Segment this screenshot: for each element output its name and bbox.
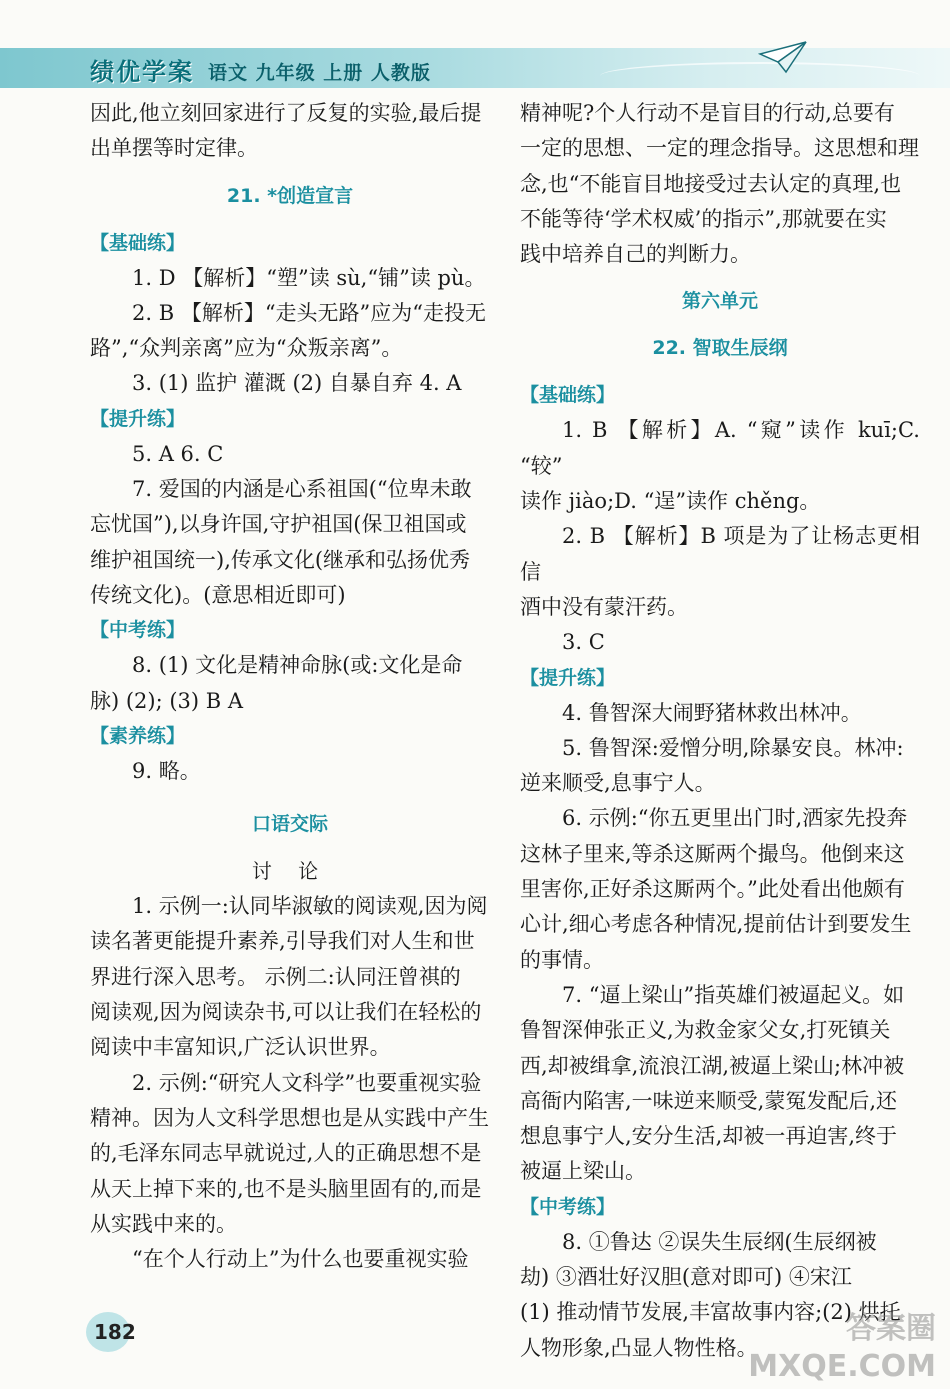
answer-line: 3. (1) 监护 灌溉 (2) 自暴自弃 4. A: [132, 371, 462, 396]
answer-line: 1. D 【解析】“塑”读 sù,“铺”读 pù。: [132, 265, 486, 290]
answer-line: 人物形象,凸显人物性格。: [520, 1335, 758, 1360]
answer-line: 维护祖国统一),传承文化(继承和弘扬优秀: [90, 547, 471, 572]
answer-line: 界进行深入思考。 示例二:认同汪曾祺的: [90, 964, 461, 989]
answer-line: 2. B 【解析】B 项是为了让杨志更相信: [520, 524, 920, 584]
answer-line: 践中培养自己的判断力。: [520, 242, 751, 267]
watermark-line: 答案圈: [846, 1311, 936, 1346]
answer-line: 不能等待‘学术权威’的指示”,那就要在实: [520, 206, 887, 231]
answer-line: 阅读观,因为阅读杂书,可以让我们在轻松的: [90, 1000, 482, 1025]
answer-line: 2. B 【解析】“走头无路”应为“走投无: [132, 300, 487, 325]
answer-line: 2. 示例:“研究人文科学”也要重视实验: [132, 1070, 482, 1095]
answer-line: 读作 jiào;D. “逞”读作 chěng。: [520, 489, 821, 514]
answer-line: 读名著更能提升素养,引导我们对人生和世: [90, 929, 475, 954]
answer-line: 7. 爱国的内涵是心系祖国(“位卑未敢: [132, 477, 472, 502]
answer-line: 7. “逼上梁山”指英雄们被逼起义。如: [562, 982, 905, 1007]
section-label-exam: 【中考练】: [90, 619, 186, 642]
answer-line: 1. B 【解析】A. “窥”读作 kuī;C. “较”: [520, 418, 920, 478]
answer-line: 阅读中丰富知识,广泛认识世界。: [90, 1035, 391, 1060]
answer-line: 里害你,正好杀这厮两个。”此处看出他颇有: [520, 877, 905, 902]
discussion-title: 讨 论: [251, 859, 329, 884]
answer-line: 一定的思想、一定的理念指导。这思想和理: [520, 136, 919, 161]
answer-line: 6. 示例:“你五更里出门时,洒家先投奔: [562, 806, 908, 831]
left-column: [90, 96, 490, 1277]
answer-line: 的事情。: [520, 947, 604, 972]
answer-line: 西,却被缉拿,流浪江湖,被逼上梁山;林冲被: [520, 1053, 905, 1078]
answer-line: 劫) ③酒壮好汉胆(意对即可) ④宋江: [520, 1265, 852, 1290]
answer-line: 4. 鲁智深大闹野猪林救出林冲。: [562, 700, 862, 725]
unit-six-title: 第六单元: [681, 290, 758, 313]
answer-line: 传统文化)。(意思相近即可): [90, 582, 346, 607]
answer-line: (1) 推动情节发展,丰富故事内容;(2) 烘托: [520, 1300, 901, 1325]
answer-line: 的,毛泽东同志早就说过,人的正确思想不是: [90, 1141, 482, 1166]
answer-line: 念,也“不能盲目地接受过去认定的真理,也: [520, 171, 902, 196]
answer-line: 鲁智深伸张正义,为救金家父女,打死镇关: [520, 1018, 891, 1043]
answer-line: 心计,细心考虑各种情况,提前估计到要发生: [520, 912, 912, 937]
answer-line: 8. ①鲁达 ②误失生辰纲(生辰纲被: [562, 1229, 877, 1254]
answer-line: 被逼上梁山。: [520, 1159, 646, 1184]
section-label-basic: 【基础练】: [520, 384, 616, 407]
page-header: [0, 0, 950, 100]
section-label-literacy: 【素养练】: [90, 724, 186, 747]
answer-line: 精神呢?个人行动不是盲目的行动,总要有: [520, 101, 895, 125]
answer-line: 从实践中来的。: [90, 1211, 237, 1236]
page-number: 182: [94, 1320, 136, 1344]
answer-line: 这林子里来,等杀这厮两个撮鸟。他倒来这: [520, 841, 905, 866]
watermark-line: MXQE.COM: [748, 1349, 936, 1384]
answer-line: 高衙内陷害,一味逆来顺受,蒙冤发配后,还: [520, 1088, 898, 1113]
brand-title: 绩优学案: [90, 58, 194, 86]
answer-line: 9. 略。: [132, 758, 201, 783]
section-label-improve: 【提升练】: [520, 666, 616, 689]
section-label-exam: 【中考练】: [520, 1195, 616, 1218]
intro-line: 因此,他立刻回家进行了反复的实验,最后提: [90, 101, 482, 125]
answer-line: 从天上掉下来的,也不是头脑里固有的,而是: [90, 1176, 482, 1201]
answer-line: 5. A 6. C: [132, 441, 224, 466]
answer-line: 8. (1) 文化是精神命脉(或:文化是命: [132, 653, 463, 678]
answer-line: 精神。因为人文科学思想也是从实践中产生: [90, 1105, 489, 1130]
paper-plane-icon: [758, 40, 808, 74]
right-column: [520, 96, 920, 1366]
section-label-improve: 【提升练】: [90, 407, 186, 430]
answer-line: 1. 示例一:认同毕淑敏的阅读观,因为阅: [132, 894, 488, 919]
oral-communication-title: 口语交际: [251, 813, 328, 836]
section-label-basic: 【基础练】: [90, 231, 186, 254]
answer-line: 5. 鲁智深:爱憎分明,除暴安良。林冲:: [562, 735, 904, 760]
site-watermark: [748, 1310, 936, 1386]
answer-line: 脉) (2); (3) B A: [90, 688, 244, 713]
lesson-21-title: 21. *创造宣言: [226, 184, 354, 207]
answer-line: 3. C: [562, 630, 605, 655]
answer-line: 忘忧国”),以身许国,守护祖国(保卫祖国或: [90, 512, 467, 537]
answer-line: 想息事宁人,安分生活,却被一再迫害,终于: [520, 1124, 898, 1149]
answer-line: 路”,“众判亲离”应为“众叛亲离”。: [90, 336, 403, 361]
book-subtitle: 语文 九年级 上册 人教版: [208, 62, 431, 84]
answer-line: 酒中没有蒙汗药。: [520, 594, 688, 619]
intro-line: 出单摆等时定律。: [90, 136, 258, 161]
lesson-22-title: 22. 智取生辰纲: [652, 337, 788, 360]
answer-line: 逆来顺受,息事宁人。: [520, 771, 716, 796]
answer-line: “在个人行动上”为什么也要重视实验: [132, 1247, 469, 1272]
